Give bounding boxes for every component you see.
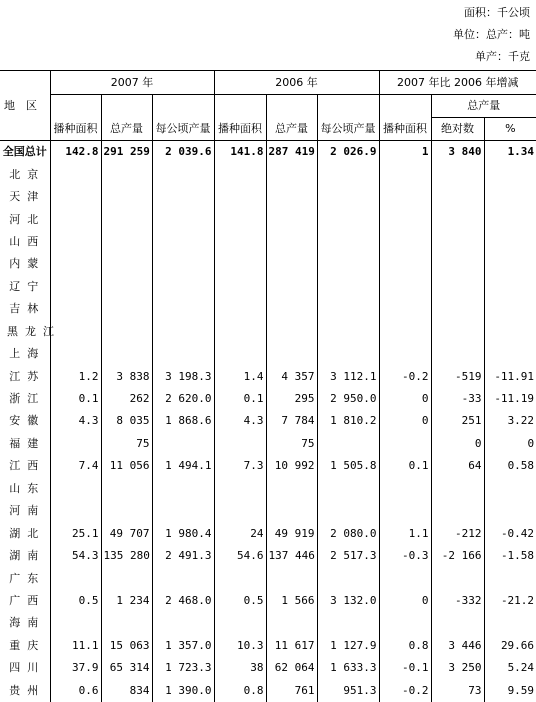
unit-area-label: 面积：千公顷 [464, 6, 530, 19]
table-row [0, 500, 536, 522]
value-cell: 49 919 [266, 522, 317, 544]
table-row [0, 635, 536, 657]
value-cell [266, 253, 317, 275]
value-cell [379, 163, 431, 185]
value-cell: 4 357 [266, 365, 317, 387]
value-cell [214, 321, 266, 343]
value-cell: -11.91 [484, 365, 536, 387]
value-cell [379, 567, 431, 589]
value-cell [101, 276, 152, 298]
value-cell: 9.59 [484, 680, 536, 702]
value-cell: 1 566 [266, 590, 317, 612]
value-cell: 73 [431, 680, 484, 702]
value-cell [214, 478, 266, 500]
table-row [0, 321, 536, 343]
table-row [0, 522, 536, 544]
value-cell: 287 419 [266, 141, 317, 164]
value-cell: 0.5 [50, 590, 101, 612]
value-cell [431, 478, 484, 500]
table-row [0, 163, 536, 185]
value-cell: 0.1 [50, 388, 101, 410]
value-cell: 1.1 [379, 522, 431, 544]
value-cell: 135 280 [101, 545, 152, 567]
value-cell [484, 163, 536, 185]
value-cell: -0.1 [379, 657, 431, 679]
region-cell: 四川 [9, 661, 46, 675]
value-cell: 2 620.0 [152, 388, 214, 410]
value-cell: 7.3 [214, 455, 266, 477]
value-cell [101, 253, 152, 275]
region-cell: 北京 [9, 167, 46, 181]
value-cell [101, 500, 152, 522]
header-2006: 2006 年 [214, 71, 379, 95]
value-cell: 2 026.9 [317, 141, 379, 164]
value-cell [152, 253, 214, 275]
value-cell: 1.34 [484, 141, 536, 164]
value-cell [379, 208, 431, 230]
value-cell [266, 186, 317, 208]
value-cell: 29.66 [484, 635, 536, 657]
value-cell: 37.9 [50, 657, 101, 679]
value-cell [101, 186, 152, 208]
value-cell: 64 [431, 455, 484, 477]
header-total-output: 总产量 [431, 95, 536, 118]
value-cell [152, 567, 214, 589]
value-cell: 1 505.8 [317, 455, 379, 477]
value-cell [484, 276, 536, 298]
value-cell [379, 186, 431, 208]
region-cell: 吉林 [9, 302, 46, 316]
value-cell [50, 567, 101, 589]
value-cell [50, 208, 101, 230]
value-cell [317, 343, 379, 365]
region-cell: 海南 [9, 616, 46, 630]
value-cell [266, 276, 317, 298]
value-cell [379, 276, 431, 298]
value-cell: -33 [431, 388, 484, 410]
value-cell [50, 433, 101, 455]
value-cell [484, 478, 536, 500]
value-cell [266, 163, 317, 185]
value-cell: 1 234 [101, 590, 152, 612]
value-cell [152, 478, 214, 500]
region-cell: 江西 [9, 459, 46, 473]
value-cell: 142.8 [50, 141, 101, 164]
value-cell: 3 250 [431, 657, 484, 679]
value-cell: 8 035 [101, 410, 152, 432]
value-cell: 0.1 [379, 455, 431, 477]
value-cell [484, 298, 536, 320]
table-row [0, 365, 536, 387]
value-cell: 2 491.3 [152, 545, 214, 567]
value-cell: 1 494.1 [152, 455, 214, 477]
region-cell: 辽宁 [9, 279, 46, 293]
value-cell [379, 298, 431, 320]
value-cell: 0.5 [214, 590, 266, 612]
value-cell [101, 163, 152, 185]
value-cell [152, 231, 214, 253]
value-cell [317, 433, 379, 455]
region-cell: 天津 [9, 190, 46, 204]
table-row [0, 612, 536, 634]
table-row-total [0, 141, 536, 164]
value-cell [484, 208, 536, 230]
value-cell: 4.3 [50, 410, 101, 432]
value-cell: 54.3 [50, 545, 101, 567]
table-row [0, 455, 536, 477]
value-cell [484, 253, 536, 275]
value-cell: 3 838 [101, 365, 152, 387]
table-row [0, 433, 536, 455]
value-cell [152, 298, 214, 320]
header-change: 2007 年比 2006 年增减 [379, 71, 536, 95]
value-cell [317, 231, 379, 253]
value-cell [484, 500, 536, 522]
value-cell [431, 612, 484, 634]
value-cell: 15 063 [101, 635, 152, 657]
table-row [0, 231, 536, 253]
value-cell: 262 [101, 388, 152, 410]
value-cell [214, 433, 266, 455]
value-cell: 3 112.1 [317, 365, 379, 387]
value-cell: 7 784 [266, 410, 317, 432]
region-cell: 河南 [9, 504, 46, 518]
value-cell: 1 633.3 [317, 657, 379, 679]
table-row [0, 657, 536, 679]
value-cell [214, 208, 266, 230]
table-row [0, 567, 536, 589]
table-row [0, 298, 536, 320]
value-cell [484, 612, 536, 634]
value-cell [379, 433, 431, 455]
value-cell [214, 163, 266, 185]
value-cell [431, 186, 484, 208]
value-cell: 1 127.9 [317, 635, 379, 657]
table-row [0, 478, 536, 500]
value-cell [431, 253, 484, 275]
header-area-2007: 播种面积 [50, 118, 101, 141]
value-cell [50, 276, 101, 298]
value-cell: 291 259 [101, 141, 152, 164]
value-cell: 3 840 [431, 141, 484, 164]
value-cell: 75 [266, 433, 317, 455]
value-cell [431, 163, 484, 185]
value-cell: 10.3 [214, 635, 266, 657]
value-cell [317, 321, 379, 343]
table-row [0, 343, 536, 365]
value-cell [317, 253, 379, 275]
value-cell: 1.4 [214, 365, 266, 387]
unit-total-label: 单位：总产：吨 [453, 28, 530, 41]
value-cell [214, 231, 266, 253]
region-cell: 福建 [9, 436, 46, 450]
value-cell [50, 612, 101, 634]
value-cell: 11 617 [266, 635, 317, 657]
value-cell [431, 208, 484, 230]
value-cell [317, 478, 379, 500]
header-area-2006: 播种面积 [214, 118, 266, 141]
value-cell [50, 186, 101, 208]
value-cell: 1 357.0 [152, 635, 214, 657]
statistics-table [0, 70, 536, 702]
value-cell [101, 298, 152, 320]
value-cell [101, 321, 152, 343]
value-cell: 11 056 [101, 455, 152, 477]
value-cell [101, 612, 152, 634]
table-row [0, 186, 536, 208]
value-cell: -0.42 [484, 522, 536, 544]
value-cell [317, 163, 379, 185]
value-cell: -1.58 [484, 545, 536, 567]
region-cell: 湖北 [9, 526, 46, 540]
header-percent: % [484, 118, 536, 141]
unit-yield-label: 单产：千克 [475, 50, 530, 63]
value-cell: -2 166 [431, 545, 484, 567]
value-cell [50, 500, 101, 522]
value-cell: 5.24 [484, 657, 536, 679]
value-cell [214, 253, 266, 275]
value-cell [431, 500, 484, 522]
value-cell: 11.1 [50, 635, 101, 657]
value-cell [101, 208, 152, 230]
value-cell: 1.2 [50, 365, 101, 387]
value-cell [317, 276, 379, 298]
value-cell: -0.2 [379, 680, 431, 702]
table-row [0, 590, 536, 612]
region-cell: 黑龙江 [7, 324, 61, 338]
value-cell [317, 612, 379, 634]
value-cell [214, 276, 266, 298]
header-2007: 2007 年 [50, 71, 214, 95]
value-cell [152, 276, 214, 298]
value-cell: 62 064 [266, 657, 317, 679]
value-cell [50, 298, 101, 320]
region-cell: 广西 [9, 593, 46, 607]
value-cell [431, 231, 484, 253]
value-cell: 251 [431, 410, 484, 432]
value-cell [152, 500, 214, 522]
region-cell: 上海 [9, 347, 46, 361]
value-cell: 1 [379, 141, 431, 164]
value-cell [101, 478, 152, 500]
value-cell: 1 868.6 [152, 410, 214, 432]
value-cell [101, 343, 152, 365]
value-cell [379, 612, 431, 634]
region-cell: 浙江 [9, 392, 46, 406]
value-cell: 0.1 [214, 388, 266, 410]
value-cell: 2 950.0 [317, 388, 379, 410]
value-cell: 1 980.4 [152, 522, 214, 544]
value-cell [266, 478, 317, 500]
value-cell [266, 208, 317, 230]
value-cell: -0.2 [379, 365, 431, 387]
value-cell [317, 567, 379, 589]
region-cell: 山东 [9, 481, 46, 495]
value-cell: 24 [214, 522, 266, 544]
value-cell [266, 321, 317, 343]
table-row [0, 545, 536, 567]
table-row [0, 680, 536, 702]
value-cell: 137 446 [266, 545, 317, 567]
value-cell [317, 186, 379, 208]
value-cell [431, 343, 484, 365]
value-cell [431, 298, 484, 320]
value-cell: 3.22 [484, 410, 536, 432]
value-cell [266, 567, 317, 589]
value-cell: 0.58 [484, 455, 536, 477]
value-cell: 3 198.3 [152, 365, 214, 387]
value-cell [214, 343, 266, 365]
value-cell: 834 [101, 680, 152, 702]
region-cell: 重庆 [9, 638, 46, 652]
value-cell [101, 567, 152, 589]
value-cell: 7.4 [50, 455, 101, 477]
value-cell: 0.6 [50, 680, 101, 702]
table-row [0, 208, 536, 230]
region-cell: 全国总计 [2, 145, 47, 159]
table-row [0, 276, 536, 298]
value-cell [379, 500, 431, 522]
value-cell: -212 [431, 522, 484, 544]
value-cell [379, 231, 431, 253]
value-cell [317, 500, 379, 522]
value-cell: 54.6 [214, 545, 266, 567]
value-cell [50, 343, 101, 365]
value-cell [317, 298, 379, 320]
value-cell [484, 343, 536, 365]
value-cell [101, 231, 152, 253]
region-cell: 安徽 [9, 414, 46, 428]
region-cell: 广东 [9, 571, 46, 585]
header-region: 地 区 [0, 71, 50, 141]
value-cell: 2 468.0 [152, 590, 214, 612]
header-yield-2007: 每公顷产量 [152, 118, 214, 141]
value-cell [484, 567, 536, 589]
header-output-2006: 总产量 [266, 118, 317, 141]
value-cell [50, 478, 101, 500]
value-cell: 1 390.0 [152, 680, 214, 702]
value-cell [50, 253, 101, 275]
value-cell: 0 [484, 433, 536, 455]
value-cell [379, 343, 431, 365]
region-cell: 山西 [9, 234, 46, 248]
value-cell: 75 [101, 433, 152, 455]
value-cell: 2 517.3 [317, 545, 379, 567]
value-cell [50, 231, 101, 253]
table-row [0, 388, 536, 410]
value-cell: 0.8 [379, 635, 431, 657]
header-yield-2006: 每公顷产量 [317, 118, 379, 141]
value-cell [152, 321, 214, 343]
value-cell [431, 276, 484, 298]
value-cell: 65 314 [101, 657, 152, 679]
value-cell: 2 039.6 [152, 141, 214, 164]
value-cell: 25.1 [50, 522, 101, 544]
value-cell: -332 [431, 590, 484, 612]
region-cell: 江苏 [9, 369, 46, 383]
value-cell [152, 186, 214, 208]
value-cell: 38 [214, 657, 266, 679]
value-cell [214, 612, 266, 634]
value-cell: 0 [431, 433, 484, 455]
value-cell [214, 298, 266, 320]
value-cell [266, 343, 317, 365]
value-cell: 49 707 [101, 522, 152, 544]
value-cell: 1 723.3 [152, 657, 214, 679]
header-area-change: 播种面积 [379, 118, 431, 141]
value-cell [484, 321, 536, 343]
value-cell: -11.19 [484, 388, 536, 410]
value-cell: 0.8 [214, 680, 266, 702]
value-cell [152, 433, 214, 455]
value-cell [152, 612, 214, 634]
value-cell: 3 132.0 [317, 590, 379, 612]
value-cell [266, 231, 317, 253]
value-cell [266, 500, 317, 522]
value-cell [152, 343, 214, 365]
value-cell [152, 163, 214, 185]
region-cell: 河北 [9, 212, 46, 226]
value-cell: 141.8 [214, 141, 266, 164]
value-cell [214, 567, 266, 589]
value-cell: 1 810.2 [317, 410, 379, 432]
region-cell: 内蒙 [9, 257, 46, 271]
value-cell [484, 231, 536, 253]
value-cell [379, 478, 431, 500]
value-cell [266, 298, 317, 320]
header-output-2007: 总产量 [101, 118, 152, 141]
value-cell: -21.2 [484, 590, 536, 612]
value-cell: -519 [431, 365, 484, 387]
table-row [0, 410, 536, 432]
value-cell [266, 612, 317, 634]
value-cell: 0 [379, 410, 431, 432]
value-cell [484, 186, 536, 208]
value-cell [50, 163, 101, 185]
value-cell: 761 [266, 680, 317, 702]
value-cell [379, 321, 431, 343]
value-cell [214, 500, 266, 522]
value-cell: 0 [379, 590, 431, 612]
value-cell: -0.3 [379, 545, 431, 567]
header-absolute: 绝对数 [431, 118, 484, 141]
value-cell: 10 992 [266, 455, 317, 477]
value-cell: 951.3 [317, 680, 379, 702]
region-cell: 贵州 [9, 683, 46, 697]
value-cell: 2 080.0 [317, 522, 379, 544]
value-cell: 4.3 [214, 410, 266, 432]
value-cell [379, 253, 431, 275]
value-cell [431, 321, 484, 343]
value-cell [431, 567, 484, 589]
region-cell: 湖南 [9, 549, 46, 563]
value-cell: 3 446 [431, 635, 484, 657]
value-cell [152, 208, 214, 230]
value-cell [317, 208, 379, 230]
value-cell [214, 186, 266, 208]
value-cell: 295 [266, 388, 317, 410]
value-cell: 0 [379, 388, 431, 410]
table-row [0, 253, 536, 275]
